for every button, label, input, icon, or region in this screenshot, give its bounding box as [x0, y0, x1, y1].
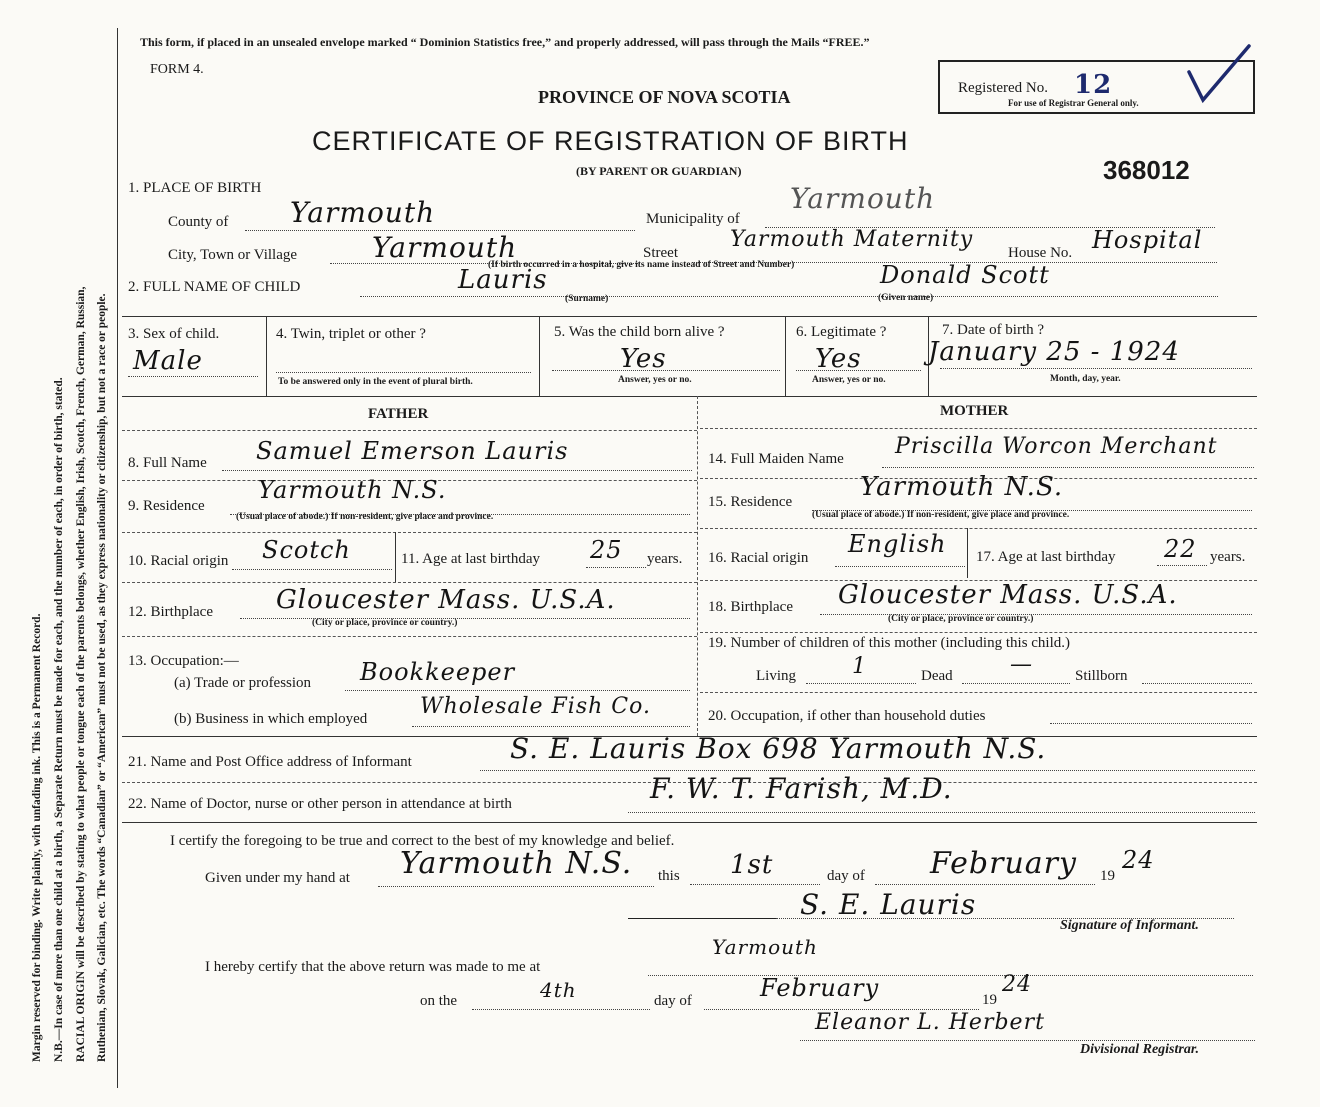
father-age-value: 25 — [590, 536, 623, 564]
mother-birthplace-value: Gloucester Mass. U.S.A. — [838, 580, 1178, 610]
father-trade-label: (a) Trade or profession — [174, 675, 312, 691]
row3-div3 — [785, 316, 786, 396]
registrar-year-prefix: 19 — [982, 992, 997, 1008]
margin-border — [117, 28, 118, 1088]
father-trade-line — [345, 690, 690, 691]
father-trade-value: Bookkeeper — [360, 658, 516, 686]
father-racial-line — [232, 569, 392, 570]
registrar-day-value: 4th — [540, 978, 577, 1002]
father-heading: FATHER — [368, 406, 429, 422]
alive-label: 5. Was the child born alive ? — [554, 324, 725, 340]
registrar-caption: Divisional Registrar. — [1080, 1042, 1200, 1057]
mother-birthplace-line — [820, 614, 1252, 615]
doctor-label: 22. Name of Doctor, nurse or other person in attendance at birth — [128, 796, 512, 812]
child-name-line — [360, 296, 1218, 297]
province-heading: PROVINCE OF NOVA SCOTIA — [538, 87, 791, 107]
twin-label: 4. Twin, triplet or other ? — [276, 326, 426, 342]
county-label: County of — [168, 214, 229, 230]
mother-heading: MOTHER — [940, 403, 1009, 419]
father-row-line-5 — [122, 636, 697, 637]
registrar-note: For use of Registrar General only. — [1008, 98, 1139, 108]
father-birthplace-line — [240, 618, 690, 619]
mail-notice: This form, if placed in an unsealed envelope marked “ Dominion Statistics free,” and properly addressed, will pass through the Mails “FREE.” — [140, 35, 870, 49]
row22-bottom — [122, 822, 1257, 823]
registrar-year-value: 24 — [1002, 972, 1032, 997]
sex-value: Male — [133, 346, 203, 376]
row3-div2 — [539, 316, 540, 396]
margin-note-nb: N.B.—In case of more than one child at a birth, a Separate Return must be made for each, and the number of each, in order of birth, stated. — [53, 377, 65, 1062]
registrar-signature-line — [800, 1040, 1255, 1041]
child-given-name: Donald Scott — [880, 261, 1050, 289]
house-label: House No. — [1008, 245, 1073, 261]
dob-label: 7. Date of birth ? — [942, 322, 1045, 338]
mother-name-line — [882, 467, 1254, 468]
mother-residence-label: 15. Residence — [708, 494, 793, 510]
alive-line — [552, 370, 780, 371]
cert-year-value: 24 — [1122, 846, 1155, 874]
father-business-value: Wholesale Fish Co. — [420, 694, 651, 719]
house-value: Hospital — [1092, 226, 1203, 254]
mother-residence-note: (Usual place of abode.) If non-resident, give place and province. — [812, 510, 1070, 520]
father-residence-value: Yarmouth N.S. — [258, 476, 447, 504]
father-birthplace-label: 12. Birthplace — [128, 604, 213, 620]
registered-number: 12 — [1074, 70, 1113, 100]
father-name-label: 8. Full Name — [128, 455, 207, 471]
mother-name-label: 14. Full Maiden Name — [708, 451, 844, 467]
twin-line — [276, 372, 531, 373]
legit-note: Answer, yes or no. — [812, 375, 886, 385]
father-business-line — [412, 726, 690, 727]
dob-value: January 25 - 1924 — [928, 337, 1180, 367]
cert-year-prefix: 19 — [1100, 868, 1115, 884]
mother-residence-value: Yarmouth N.S. — [860, 472, 1064, 502]
twin-note: To be answered only in the event of plural birth. — [278, 377, 473, 387]
mother-age-label: 17. Age at last birthday — [976, 549, 1116, 565]
registrar-place-line — [648, 975, 1253, 976]
living-value: 1 — [852, 654, 867, 679]
registrar-statement: I hereby certify that the above return was made to me at — [205, 959, 541, 975]
mother-racial-line — [835, 566, 965, 567]
alive-value: Yes — [620, 344, 667, 374]
dead-line — [962, 683, 1070, 684]
informant-signature: S. E. Lauris — [800, 888, 977, 921]
dob-note: Month, day, year. — [1050, 374, 1121, 384]
father-row-line-4 — [122, 582, 697, 583]
father-age-line — [586, 567, 646, 568]
alive-note: Answer, yes or no. — [618, 375, 692, 385]
registered-label: Registered No. — [958, 80, 1048, 96]
doctor-line — [628, 812, 1255, 813]
city-value: Yarmouth — [372, 231, 518, 264]
given-under-hand-label: Given under my hand at — [205, 870, 350, 886]
father-age-divider — [395, 532, 396, 582]
certificate-number: 368012 — [1103, 155, 1190, 185]
margin-note-racial-origin-2: Ruthenian, Slovak, Galician, etc. The words “Canadian” or “American” must not be used, as they express nationality or citizenship, but not a race or people. — [96, 293, 108, 1062]
registrar-month-value: February — [760, 974, 880, 1002]
municipality-label: Municipality of — [646, 211, 740, 227]
row3-top — [122, 316, 1257, 317]
hospital-note: (If birth occurred in a hospital, give its name instead of Street and Number) — [488, 260, 795, 270]
cert-day-of-label: day of — [827, 868, 865, 884]
mother-age-value: 22 — [1164, 535, 1197, 563]
father-racial-label: 10. Racial origin — [128, 553, 229, 569]
child-surname: Lauris — [458, 265, 548, 295]
certificate-title: CERTIFICATE OF REGISTRATION OF BIRTH — [312, 126, 909, 156]
street-value: Yarmouth Maternity — [730, 227, 974, 252]
father-birthplace-note: (City or place, province or country.) — [312, 618, 458, 628]
living-line — [806, 683, 916, 684]
signature-rule — [628, 918, 776, 919]
signature-caption: Signature of Informant. — [1060, 918, 1199, 933]
cert-month-line — [875, 884, 1095, 885]
father-name-value: Samuel Emerson Lauris — [256, 437, 569, 465]
stillborn-line — [1142, 683, 1252, 684]
registrar-day-of-label: day of — [654, 993, 692, 1009]
sex-label: 3. Sex of child. — [128, 326, 220, 342]
this-value: 1st — [730, 850, 774, 880]
registrar-place-value: Yarmouth — [712, 935, 818, 959]
row3-bottom — [122, 396, 1257, 397]
mother-racial-value: English — [848, 530, 947, 558]
given-name-caption: (Given name) — [878, 293, 934, 303]
mother-age-divider — [967, 528, 968, 578]
informant-label: 21. Name and Post Office address of Informant — [128, 754, 412, 770]
mother-birthplace-label: 18. Birthplace — [708, 599, 793, 615]
living-label: Living — [756, 668, 796, 684]
check-mark-icon — [1185, 42, 1255, 110]
surname-caption: (Surname) — [565, 294, 609, 304]
child-name-label: 2. FULL NAME OF CHILD — [128, 279, 301, 295]
legit-value: Yes — [815, 344, 862, 374]
mother-age-years: years. — [1210, 549, 1246, 565]
given-place-value: Yarmouth N.S. — [400, 846, 633, 881]
municipality-value: Yarmouth — [790, 182, 936, 215]
sex-line — [128, 376, 258, 377]
county-value: Yarmouth — [290, 196, 436, 229]
dead-label: Dead — [921, 668, 953, 684]
father-row-line-1 — [122, 430, 697, 431]
mother-row-line-3 — [700, 528, 1257, 529]
mother-racial-label: 16. Racial origin — [708, 550, 809, 566]
certify-statement: I certify the foregoing to be true and correct to the best of my knowledge and belief. — [170, 833, 675, 849]
registrar-day-line — [472, 1009, 650, 1010]
street-label: Street — [643, 245, 678, 261]
certificate-subtitle: (BY PARENT OR GUARDIAN) — [576, 164, 742, 178]
father-business-label: (b) Business in which employed — [174, 711, 368, 727]
mother-children-label: 19. Number of children of this mother (including this child.) — [708, 635, 1071, 651]
place-of-birth-label: 1. PLACE OF BIRTH — [128, 180, 262, 196]
father-age-years: years. — [647, 551, 683, 567]
form-number: FORM 4. — [150, 62, 204, 77]
father-racial-value: Scotch — [262, 536, 351, 564]
cert-month-value: February — [930, 846, 1077, 881]
registrar-signature: Eleanor L. Herbert — [815, 1010, 1045, 1035]
mother-occupation-label: 20. Occupation, if other than household duties — [708, 708, 986, 724]
informant-line — [480, 770, 1255, 771]
given-place-line — [378, 886, 654, 887]
father-residence-note: (Usual place of abode.) If non-resident, give place and province. — [236, 512, 494, 522]
legit-line — [796, 370, 921, 371]
informant-value: S. E. Lauris Box 698 Yarmouth N.S. — [510, 732, 1047, 765]
father-occupation-label: 13. Occupation:— — [128, 653, 239, 669]
row3-div1 — [266, 316, 267, 396]
father-residence-label: 9. Residence — [128, 498, 205, 514]
on-the-label: on the — [420, 993, 458, 1009]
margin-note-racial-origin: RACIAL ORIGIN will be described by stating to what people or tongue each of the parents belongs, whether English, Irish, Scotch, French, German, Russian, — [75, 286, 87, 1062]
mother-age-line — [1157, 565, 1207, 566]
margin-note-binding: Margin reserved for binding. Write plainly, with unfading ink. This is a Permanent Record. — [31, 613, 43, 1062]
mother-name-value: Priscilla Worcon Merchant — [895, 434, 1218, 459]
mother-occupation-line — [1050, 723, 1252, 724]
mother-birthplace-note: (City or place, province or country.) — [888, 614, 1034, 624]
dead-value: — — [1010, 652, 1033, 677]
stillborn-label: Stillborn — [1075, 668, 1128, 684]
this-label: this — [658, 868, 680, 884]
father-name-line — [222, 470, 692, 471]
center-divider — [697, 396, 698, 736]
father-birthplace-value: Gloucester Mass. U.S.A. — [276, 585, 616, 615]
mother-row-line-6 — [700, 692, 1257, 693]
this-line — [690, 884, 820, 885]
dob-line — [940, 368, 1252, 369]
father-row-line-3 — [122, 532, 697, 533]
city-label: City, Town or Village — [168, 247, 298, 263]
mother-row-line-5 — [700, 632, 1257, 633]
father-age-label: 11. Age at last birthday — [401, 551, 540, 567]
doctor-value: F. W. T. Farish, M.D. — [650, 772, 953, 805]
mother-row-line-1 — [700, 428, 1257, 429]
legit-label: 6. Legitimate ? — [796, 324, 887, 340]
